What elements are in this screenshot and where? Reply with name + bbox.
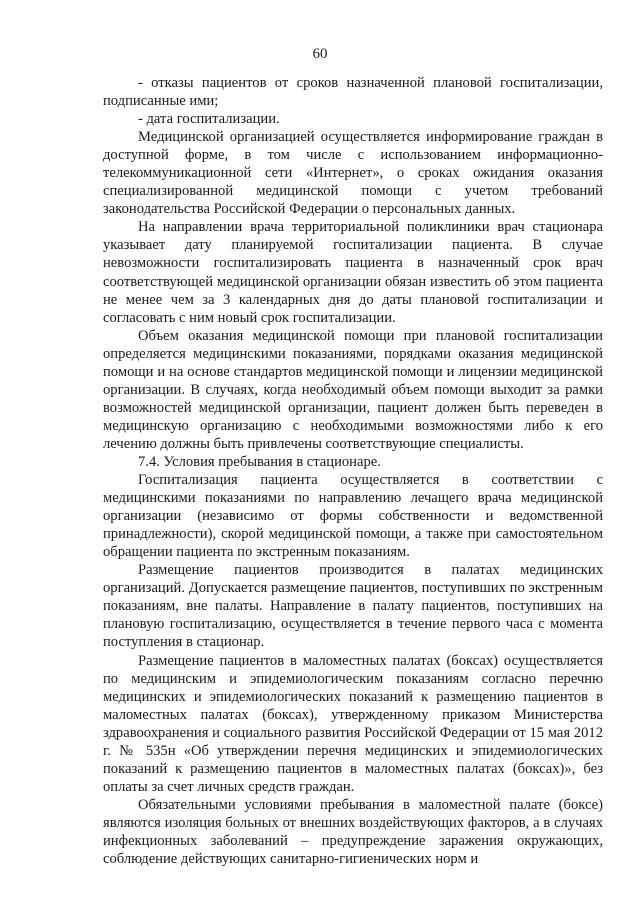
- paragraph-ward-placement: Размещение пациентов производится в палатах медицинских организаций. Допускается размещение пациентов, поступивших по экстренным показаниям, вне палаты. Направление в палату пациентов, поступивших на плановую госпитализацию, осуществляется в течение первого часа с момента поступления в стационар.: [103, 562, 603, 651]
- section-heading-7-4: 7.4. Условия пребывания в стационаре.: [138, 453, 381, 470]
- paragraph-informing-citizens: Медицинской организацией осуществляется информирование граждан в доступной форме, в том числе с использованием информационно-телекоммуникационной сети «Интернет», о сроках ожидания оказания специализированной медицинской помощи с учетом требований законодательства Российской Федерации о персональных данных.: [103, 129, 603, 218]
- paragraph-planned-date: На направлении врача территориальной поликлиники врач стационара указывает дату планируемой госпитализации пациента. В случае невозможности госпитализировать пациента в назначенный срок врач соответствующей медицинской организации обязан известить об этом пациента не менее чем за 3 календарных дня до даты плановой госпитализации и согласовать с ним новый срок госпитализации.: [103, 219, 603, 326]
- paragraph-refusals: - отказы пациентов от сроков назначенной плановой госпитализации, подписанные ими;: [103, 75, 603, 110]
- paragraph-mandatory-conditions: Обязательными условиями пребывания в маломестной палате (боксе) являются изоляция больных от внешних воздействующих факторов, а в случаях инфекционных заболеваний – предупреждение заражения окружающих, соблюдение действующих санитарно-гигиенических норм и: [103, 796, 603, 868]
- document-body: [103, 74, 603, 868]
- paragraph-small-wards: Размещение пациентов в маломестных палатах (боксах) осуществляется по медицинским и эпидемиологическим показаниям согласно перечню медицинских и эпидемиологических показаний к размещению пациентов в маломестных палатах (боксах), утвержденному приказом Министерства здравоохранения и социального развития Российской Федерации от 15 мая 2012 г. № 535н «Об утверждении перечня медицинских и эпидемиологических показаний к размещению пациентов в маломестных палатах (боксах)», без оплаты за счет личных средств граждан.: [103, 652, 603, 795]
- page-number: 60: [312, 46, 328, 62]
- paragraph-scope-of-care: Объем оказания медицинской помощи при плановой госпитализации определяется медицинскими показаниями, порядками оказания медицинской помощи и на основе стандартов медицинской помощи и лицензии медицинской организации. В случаях, когда необходимый объем помощи выходит за рамки возможностей медицинской организации, пациент должен быть переведен в медицинскую организацию с необходимыми возможностями либо к его лечению должны быть привлечены соответствующие специалисты.: [103, 327, 603, 452]
- paragraph-admission: Госпитализация пациента осуществляется в соответствии с медицинскими показаниями по направлению лечащего врача медицинской организации (независимо от формы собственности и ведомственной принадлежности), скорой медицинской помощи, а также при самостоятельном обращении пациента по экстренным показаниям.: [103, 472, 603, 561]
- paragraph-hospitalization-date: - дата госпитализации.: [138, 111, 280, 128]
